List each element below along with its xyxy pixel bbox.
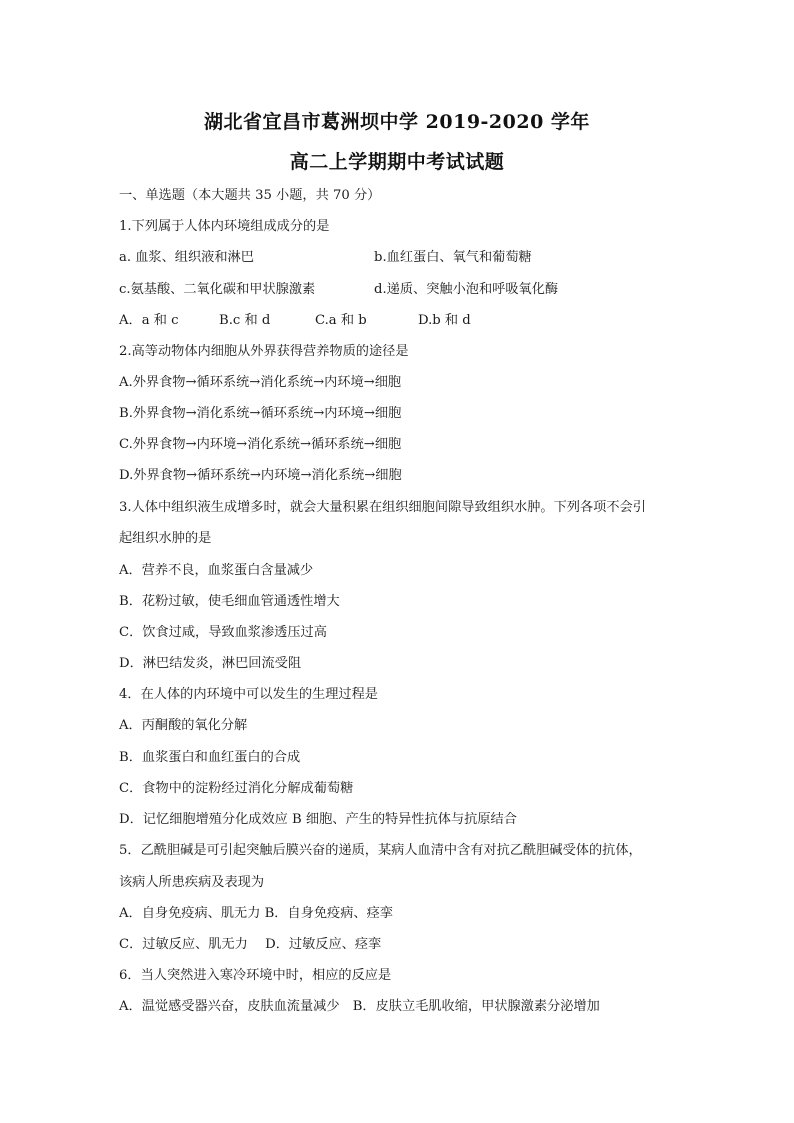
q1-item-a: a. 血浆、组织液和淋巴 bbox=[119, 250, 254, 265]
q3-option-d: D．淋巴结发炎，淋巴回流受阻 bbox=[119, 656, 302, 671]
q1-stem: 1.下列属于人体内环境组成成分的是 bbox=[119, 219, 330, 234]
q1-option-c: C.a 和 b bbox=[315, 313, 367, 328]
q4-option-a: A．丙酮酸的氧化分解 bbox=[119, 718, 248, 733]
q3-option-a: A．营养不良，血浆蛋白含量减少 bbox=[119, 563, 314, 578]
q5-stem-line2: 该病人所患疾病及表现为 bbox=[119, 875, 265, 890]
section-heading: 一、单选题（本大题共 35 小题，共 70 分） bbox=[119, 188, 381, 203]
q1-item-d: d.递质、突触小泡和呼吸氧化酶 bbox=[374, 282, 559, 297]
q6-options-ab: A．温觉感受器兴奋，皮肤血流量减少 B．皮肤立毛肌收缩，甲状腺激素分泌增加 bbox=[119, 999, 600, 1014]
q4-option-c: C．食物中的淀粉经过消化分解成葡萄糖 bbox=[119, 781, 354, 796]
q2-option-b: B.外界食物→消化系统→循环系统→内环境→细胞 bbox=[119, 406, 402, 421]
q1-option-a: A．a 和 c bbox=[119, 313, 179, 328]
q1-item-c: c.氨基酸、二氧化碳和甲状腺激素 bbox=[119, 282, 316, 297]
q2-option-c: C.外界食物→内环境→消化系统→循环系统→细胞 bbox=[119, 437, 402, 452]
q3-stem-line1: 3.人体中组织液生成增多时，就会大量积累在组织细胞间隙导致组织水肿。下列各项不会引 bbox=[119, 500, 646, 515]
q4-option-b: B．血浆蛋白和血红蛋白的合成 bbox=[119, 750, 301, 765]
q4-option-d: D．记忆细胞增殖分化成效应 B 细胞、产生的特异性抗体与抗原结合 bbox=[119, 812, 517, 827]
q2-option-a: A.外界食物→循环系统→消化系统→内环境→细胞 bbox=[119, 375, 402, 390]
q3-stem-line2: 起组织水肿的是 bbox=[119, 531, 212, 546]
exam-title: 湖北省宜昌市葛洲坝中学 2019-2020 学年 bbox=[204, 111, 590, 133]
exam-subtitle: 高二上学期期中考试试题 bbox=[289, 151, 505, 173]
q1-item-b: b.血红蛋白、氧气和葡萄糖 bbox=[374, 250, 532, 265]
q2-stem: 2.高等动物体内细胞从外界获得营养物质的途径是 bbox=[119, 344, 409, 359]
q3-option-c: C．饮食过咸，导致血浆渗透压过高 bbox=[119, 625, 327, 640]
q3-option-b: B．花粉过敏，使毛细血管通透性增大 bbox=[119, 594, 340, 609]
q1-option-d: D.b 和 d bbox=[418, 313, 471, 328]
q5-stem-line1: 5．乙酰胆碱是可引起突触后膜兴奋的递质，某病人血清中含有对抗乙酰胆碱受体的抗体， bbox=[119, 843, 642, 858]
q1-option-b: B.c 和 d bbox=[219, 313, 271, 328]
q6-stem: 6．当人突然进入寒冷环境中时，相应的反应是 bbox=[119, 968, 392, 983]
q5-options-ab: A．自身免疫病、肌无力 B．自身免疫病、痉挛 bbox=[119, 906, 393, 921]
q4-stem: 4．在人体的内环境中可以发生的生理过程是 bbox=[119, 687, 378, 702]
q2-option-d: D.外界食物→循环系统→内环境→消化系统→细胞 bbox=[119, 468, 402, 483]
q5-options-cd: C．过敏反应、肌无力 D．过敏反应、痉挛 bbox=[119, 937, 382, 952]
